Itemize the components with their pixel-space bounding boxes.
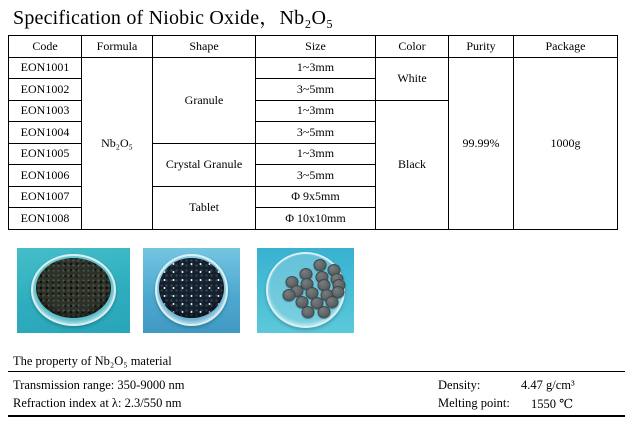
table-header-row xyxy=(9,36,618,58)
col-header-shape: Shape xyxy=(153,36,256,58)
code-cell: EON1008 xyxy=(9,208,82,230)
density-label: Density: xyxy=(438,378,481,392)
code-cell: EON1003 xyxy=(9,100,82,122)
code-cell: EON1007 xyxy=(9,186,82,208)
granule-pile xyxy=(36,258,111,318)
col-header-purity: Purity xyxy=(449,36,514,58)
color-cell-black: Black xyxy=(376,100,449,229)
petri-dish xyxy=(31,254,117,326)
page-title: Specification of Niobic Oxide，Nb₂O₅ xyxy=(13,7,334,29)
code-cell: EON1006 xyxy=(9,165,82,187)
refraction-index-text: Refraction index at λ: 2.3/550 nm xyxy=(13,396,182,410)
formula-cell: Nb₂O₅ xyxy=(82,57,153,229)
size-cell: Φ 9x5mm xyxy=(256,186,376,208)
tablet-shape xyxy=(283,289,296,301)
tablet-shape xyxy=(317,306,330,318)
shape-cell-granule: Granule xyxy=(153,57,256,143)
code-cell: EON1005 xyxy=(9,143,82,165)
purity-cell: 99.99% xyxy=(449,57,514,229)
specification-table xyxy=(8,35,618,230)
col-header-formula: Formula xyxy=(82,36,153,58)
tablet-shape xyxy=(302,306,315,318)
tablet-sample-photo xyxy=(257,248,354,333)
code-cell: EON1004 xyxy=(9,122,82,144)
col-header-color: Color xyxy=(376,36,449,58)
melting-point-label: Melting point: xyxy=(438,396,510,410)
density-value: 4.47 g/cm³ xyxy=(521,378,575,392)
size-cell: 1~3mm xyxy=(256,57,376,79)
col-header-package: Package xyxy=(514,36,618,58)
size-cell: Φ 10x10mm xyxy=(256,208,376,230)
table-row xyxy=(9,57,618,79)
package-cell: 1000g xyxy=(514,57,618,229)
bottom-border-line xyxy=(8,415,625,417)
shape-cell-tablet: Tablet xyxy=(153,186,256,229)
petri-dish xyxy=(155,254,229,326)
granule-sample-photo xyxy=(17,248,130,333)
code-cell: EON1002 xyxy=(9,79,82,101)
size-cell: 1~3mm xyxy=(256,143,376,165)
shape-cell-crystal-granule: Crystal Granule xyxy=(153,143,256,186)
size-cell: 3~5mm xyxy=(256,165,376,187)
properties-heading: The property of Nb₂O₅ material xyxy=(13,354,172,368)
tablet-shape xyxy=(314,259,327,271)
col-header-size: Size xyxy=(256,36,376,58)
col-header-code: Code xyxy=(9,36,82,58)
size-cell: 3~5mm xyxy=(256,79,376,101)
crystal-granule-sample-photo xyxy=(143,248,240,333)
size-cell: 3~5mm xyxy=(256,122,376,144)
code-cell: EON1001 xyxy=(9,57,82,79)
crystal-granule-pile xyxy=(159,258,223,318)
melting-point-value: 1550 ℃ xyxy=(531,397,574,411)
transmission-range-text: Transmission range: 350-9000 nm xyxy=(13,378,185,392)
color-cell-white: White xyxy=(376,57,449,100)
divider-line xyxy=(8,371,625,372)
size-cell: 1~3mm xyxy=(256,100,376,122)
